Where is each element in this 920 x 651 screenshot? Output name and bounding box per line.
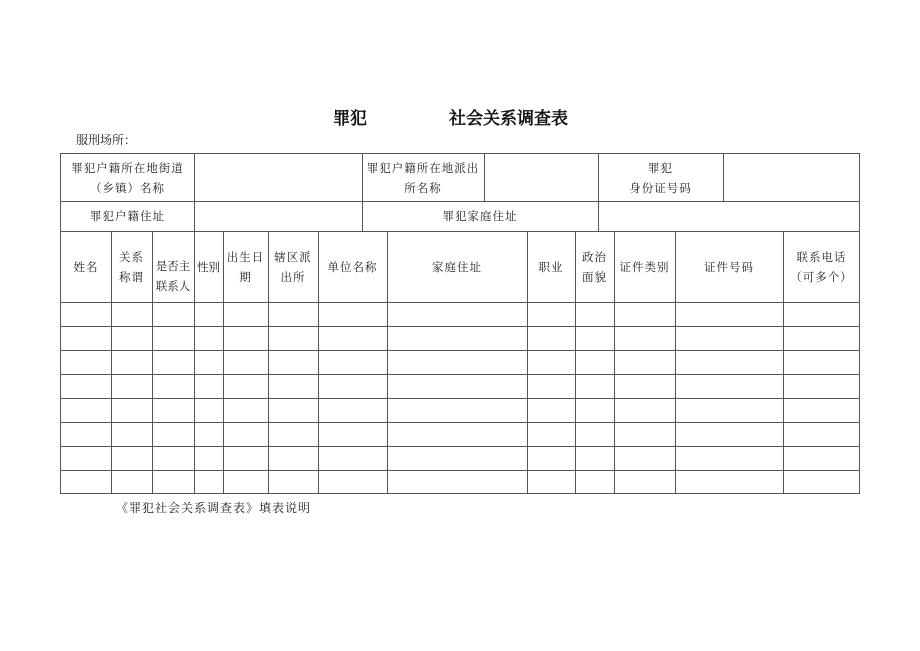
vline-info-b [362, 154, 363, 231]
col-header-primary-contact [152, 231, 194, 302]
household-label-cell: 罪犯户籍住址 [90, 209, 165, 223]
table-row[interactable] [61, 447, 860, 470]
id-label-line-1: 罪犯 [648, 160, 673, 175]
col-header-name-text: 姓名 [73, 259, 99, 274]
col-header-political-status [575, 231, 614, 302]
household-value-cell[interactable] [194, 201, 362, 231]
table-row[interactable] [61, 351, 860, 374]
title-part-2: 社会关系调查表 [449, 109, 568, 129]
home-value-cell[interactable] [598, 201, 860, 231]
table-row[interactable] [61, 327, 860, 350]
id-value-cell[interactable] [723, 154, 860, 201]
home-label-cell: 罪犯家庭住址 [442, 209, 518, 223]
street-label-cell [61, 154, 194, 201]
col-header-phone-text: 联系电话（可多个） [790, 249, 853, 284]
table-row[interactable] [61, 375, 860, 398]
table-row[interactable] [61, 399, 860, 422]
col-header-home-address [387, 231, 527, 302]
col-header-occupation-text: 职业 [538, 259, 564, 274]
col-header-gender [194, 231, 223, 302]
vline-info-e [723, 154, 724, 201]
street-label: 罪犯户籍所在地街道（乡镇）名称 [71, 160, 184, 195]
col-header-birthdate [223, 231, 268, 302]
vline-info-d [598, 154, 599, 231]
col-header-birthdate-text: 出生日期 [226, 249, 265, 284]
col-header-id-number [675, 231, 783, 302]
col-header-gender-text: 性别 [197, 259, 220, 274]
col-header-relation-text: 关系称谓 [119, 249, 144, 284]
form-title [0, 104, 920, 130]
col-header-police-station-text: 辖区派出所 [274, 249, 312, 284]
col-header-employer-text: 单位名称 [327, 259, 378, 274]
title-part-1: 罪犯 [333, 109, 367, 129]
col-header-id-type [614, 231, 675, 302]
prison-label: 服刑场所： [76, 133, 137, 147]
survey-table [60, 153, 860, 494]
street-value-cell[interactable] [194, 154, 362, 201]
col-header-primary-contact-text: 是否主联系人 [155, 258, 191, 293]
police-label: 罪犯户籍所在地派出所名称 [366, 160, 480, 195]
hline-1 [61, 201, 860, 202]
col-header-id-number-text: 证件号码 [704, 259, 754, 274]
hline-2 [61, 231, 860, 232]
table-row[interactable] [61, 471, 860, 494]
police-value-cell[interactable] [484, 154, 598, 201]
col-header-relation [111, 231, 152, 302]
id-label-line-2: 身份证号码 [629, 180, 692, 195]
id-label-cell [598, 154, 723, 201]
table-row[interactable] [61, 303, 860, 326]
col-header-police-station [268, 231, 318, 302]
col-header-id-type-text: 证件类别 [619, 259, 670, 274]
col-header-home-address-text: 家庭住址 [432, 259, 482, 274]
col-header-name [61, 231, 111, 302]
col-header-employer [318, 231, 387, 302]
police-label-cell [362, 154, 484, 201]
footnote: 《罪犯社会关系调查表》填表说明 [116, 501, 312, 515]
col-header-occupation [527, 231, 575, 302]
col-header-phone [783, 231, 860, 302]
vline-info-c [484, 154, 485, 201]
table-row[interactable] [61, 423, 860, 446]
col-header-political-status-text: 政治面貌 [582, 249, 607, 284]
vline-info-a [194, 154, 195, 231]
